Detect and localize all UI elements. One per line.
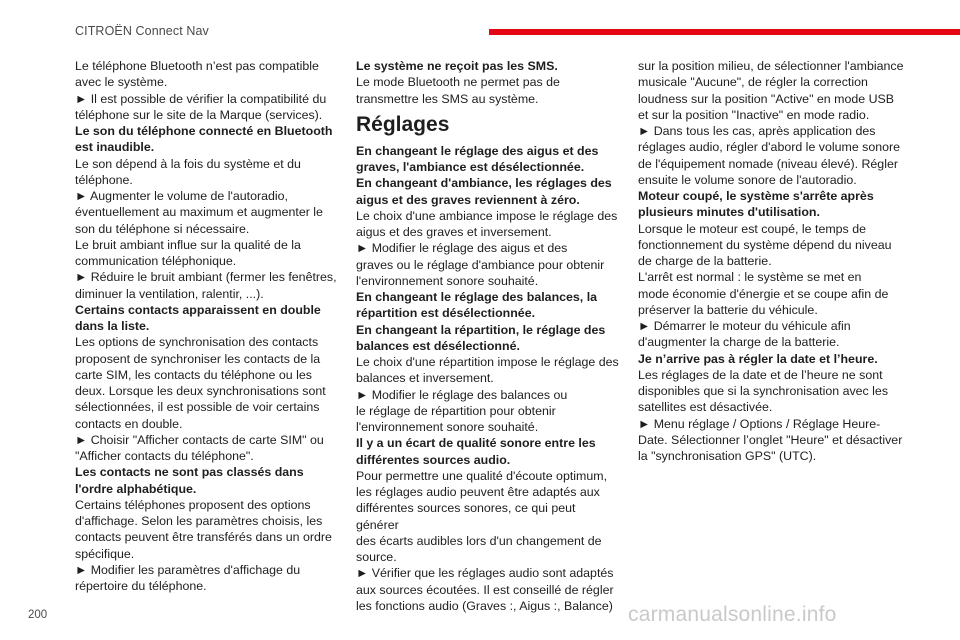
body-paragraph: Les options de synchronisation des contacts proposent de synchroniser les contacts de la carte SIM, les contacts du téléphone ou les deux. Lorsque les deux synchronisations sont sélectionnées, il est possible de voir certains contacts en double. [75, 335, 326, 431]
body-paragraph: ► Réduire le bruit ambiant (fermer les fenêtres, diminuer la ventilation, ralentir, ...). [75, 270, 337, 301]
section-heading: Réglages [356, 112, 450, 136]
body-paragraph: ► Menu réglage / Options / Réglage Heure- Date. Sélectionner l’onglet "Heure" et désactiver la "synchronisation GPS" (UTC). [638, 416, 903, 463]
text-column-3 [638, 58, 904, 464]
body-paragraph: ► Il est possible de vérifier la compatibilité du téléphone sur le site de la Marque (services). [75, 91, 327, 122]
body-paragraph: ► Modifier le réglage des balances ou le réglage de répartition pour obtenir l'environnement sonore souhaité. [356, 387, 568, 434]
body-paragraph: ► Choisir "Afficher contacts de carte SIM" ou "Afficher contacts du téléphone". [75, 432, 324, 463]
body-paragraph: ► Dans tous les cas, après application des réglages audio, régler d'abord le volume sonore de l'équipement nomade (niveau élevé). Régler ensuite le volume sonore de l'autoradio. [638, 124, 901, 187]
problem-statement: En changeant le réglage des balances, la répartition est désélectionnée. En changeant la répartition, le réglage des balances est désélectionné. [356, 290, 606, 353]
body-paragraph: Certains téléphones proposent des options d'affichage. Selon les paramètres choisis, les contacts peuvent être transférés dans un ordre spécifique. [75, 497, 332, 561]
running-header-title: CITROËN Connect Nav [75, 24, 209, 38]
problem-statement: Les contacts ne sont pas classés dans l'ordre alphabétique. [75, 465, 304, 496]
body-paragraph: Le téléphone Bluetooth n’est pas compatible avec le système. [75, 59, 319, 90]
body-paragraph: ► Démarrer le moteur du véhicule afin d'augmenter la charge de la batterie. [638, 319, 851, 350]
body-paragraph: Le choix d'une répartition impose le réglage des balances et inversement. [356, 355, 619, 386]
problem-statement: Il y a un écart de qualité sonore entre les différentes sources audio. [356, 436, 596, 467]
problem-statement: Je n’arrive pas à régler la date et l’heure. [638, 351, 878, 366]
problem-statement: Le son du téléphone connecté en Bluetooth est inaudible. [75, 124, 333, 155]
body-paragraph: Pour permettre une qualité d'écoute optimum, les réglages audio peuvent être adaptés aux différentes sources sonores, ce qui peut générer des écarts audibles lors d'un changement de source. [356, 468, 608, 564]
watermark: carmanualsonline.info [628, 603, 837, 626]
text-column-2 [356, 58, 620, 614]
problem-statement: Le système ne reçoit pas les SMS. [356, 59, 558, 73]
body-paragraph: Les réglages de la date et de l’heure ne sont disponibles que si la synchronisation avec les satellites est désactivée. [638, 367, 889, 415]
body-paragraph: L'arrêt est normal : le système se met en mode économie d'énergie et se coupe afin de préserver la batterie du véhicule. [638, 270, 889, 317]
body-paragraph: ► Modifier les paramètres d'affichage du répertoire du téléphone. [75, 562, 301, 593]
body-paragraph: Le mode Bluetooth ne permet pas de transmettre les SMS au système. [356, 75, 560, 106]
body-paragraph: ► Vérifier que les réglages audio sont adaptés aux sources écoutées. Il est conseillé de régler les fonctions audio (Graves :, Aigus :, Balance) [356, 566, 614, 613]
header-accent-bar [489, 29, 960, 35]
body-paragraph: ► Augmenter le volume de l'autoradio, éventuellement au maximum et augmenter le son du téléphone si nécessaire. [75, 189, 323, 236]
body-paragraph: Lorsque le moteur est coupé, le temps de fonctionnement du système dépend du niveau de charge de la batterie. [638, 221, 892, 268]
page-number: 200 [28, 609, 48, 621]
body-paragraph: ► Modifier le réglage des aigus et des graves ou le réglage d'ambiance pour obtenir l'environnement sonore souhaité. [356, 241, 605, 288]
body-paragraph: Le choix d'une ambiance impose le réglage des aigus et des graves et inversement. [356, 208, 618, 239]
problem-statement: Certains contacts apparaissent en double dans la liste. [75, 302, 321, 333]
problem-statement: Moteur coupé, le système s'arrête après plusieurs minutes d'utilisation. [638, 189, 874, 220]
body-paragraph: Le son dépend à la fois du système et du téléphone. [75, 156, 301, 187]
problem-statement: En changeant le réglage des aigus et des graves, l'ambiance est désélectionnée. En changeant d'ambiance, les réglages des aigus et des graves reviennent à zéro. [356, 143, 612, 207]
body-paragraph: Le bruit ambiant influe sur la qualité de la communication téléphonique. [75, 237, 301, 268]
body-paragraph: sur la position milieu, de sélectionner l'ambiance musicale "Aucune", de régler la correction loudness sur la position "Active" en mode USB et sur la position "Inactive" en mode radio. [638, 59, 904, 122]
text-column-1 [75, 58, 339, 594]
